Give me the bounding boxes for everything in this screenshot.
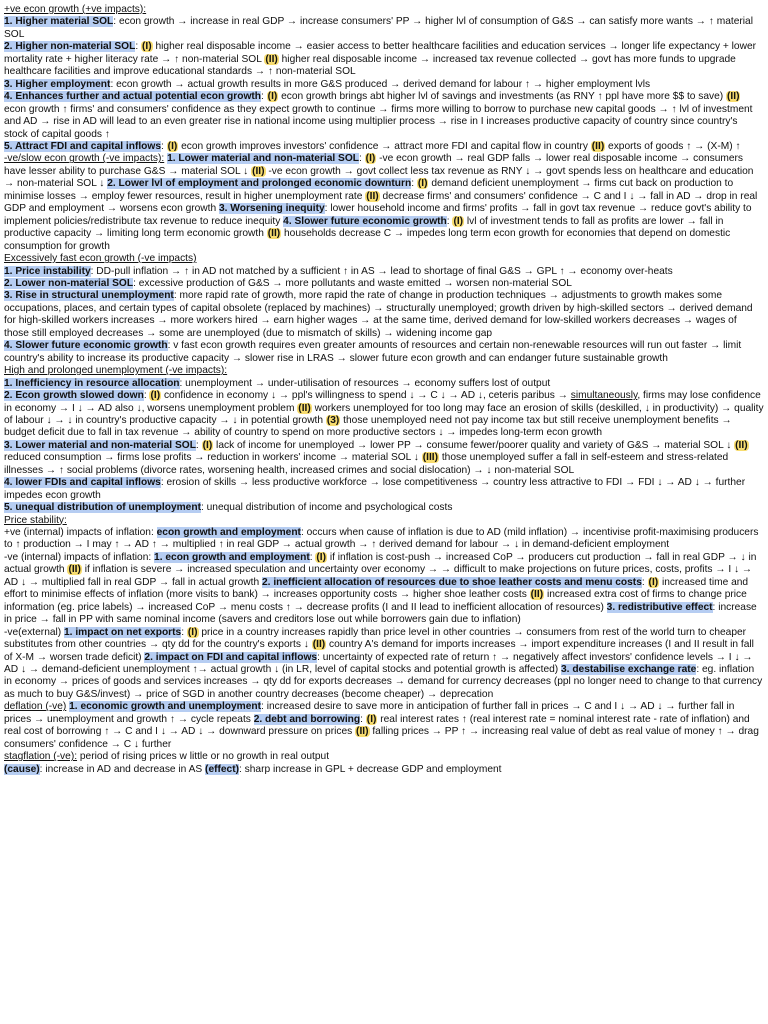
body-text: higher real disposable income → increased tax revenue collected → govt has more funds to upgrade healthcare facilities and improve educational standards → ↑ non-material SOL xyxy=(4,53,736,78)
paragraph-fast-3 xyxy=(4,290,764,340)
paragraph-fast-growth-heading xyxy=(4,253,764,265)
paragraph-growth-pos-1 xyxy=(4,16,764,41)
body-text: : xyxy=(309,551,316,563)
highlighted-heading: 2. Econ growth slowed down xyxy=(4,390,144,402)
point-marker: (II) xyxy=(312,639,326,651)
highlighted-heading: 3. destabilise exchange rate xyxy=(561,664,697,676)
body-text: : increase in price → fall in PP with same nominal income (savers and creditors lose out while borrowers gain due to inflation) xyxy=(4,601,757,626)
highlighted-heading: (cause) xyxy=(4,763,40,775)
point-marker: (II) xyxy=(267,228,281,240)
body-text: exports of goods ↑ → (X-M) ↑ xyxy=(605,140,741,152)
point-marker: (I) xyxy=(453,215,464,227)
point-marker: (I) xyxy=(187,626,198,638)
body-text: : sharp increase in GPL + decrease GDP and employment xyxy=(239,763,502,775)
body-text: : excessive production of G&S → more pollutants and waste emitted → worsen non-material SOL xyxy=(133,277,572,289)
paragraph-inflation-negative-external xyxy=(4,627,764,702)
body-text: : xyxy=(641,576,648,588)
body-text: : lower household income and firms' profits → fall in govt tax revenue → reduce govt's ability to implement policies/redistribute tax revenue to reduce inequity xyxy=(4,203,752,227)
point-marker: (I) xyxy=(366,713,377,725)
body-text: falling prices → PP ↑ → increasing real value of debt as real value of money ↑ → drag consumers' confidence → C ↓ further xyxy=(4,726,759,750)
point-marker: (II) xyxy=(356,726,369,738)
body-text: real interest rates ↑ (real interest rate = nominal interest rate - rate of inflation) and real cost of borrowing ↑ → C and I ↓ → AD ↓ → downward pressure on prices xyxy=(4,713,750,738)
highlighted-heading: 1. econ growth and employment xyxy=(154,551,310,563)
highlighted-heading: 1. Higher material SOL xyxy=(4,16,114,28)
paragraph-unemp-3 xyxy=(4,440,764,477)
body-text: +ve (internal) impacts of inflation: xyxy=(4,527,157,539)
body-text: demand deficient unemployment → firms cut back on production to minimise losses → employ fewer resources, result in higher unemployment rate xyxy=(4,178,734,202)
paragraph-inflation-positive xyxy=(4,527,764,552)
paragraph-inflation-negative-internal xyxy=(4,552,764,627)
point-marker: (I) xyxy=(167,140,178,152)
body-text: increased extra cost of firms to change price information (eg. price labels) → increased CoP → menu costs ↑ → decrease profits (I and II lead to inefficient allocation of resources) xyxy=(4,589,747,613)
paragraph-fast-1 xyxy=(4,266,764,278)
paragraph-growth-positive-heading xyxy=(4,4,764,16)
highlighted-heading: 5. Attract FDI and capital inflows xyxy=(4,140,161,152)
body-text: , firms may lose confidence in economy → I ↓ → AD also ↓, worsens unemployment problem xyxy=(4,390,761,414)
paragraph-unemp-1 xyxy=(4,378,764,390)
highlighted-heading: 1. economic growth and unemployment xyxy=(69,701,262,713)
paragraph-fast-2 xyxy=(4,278,764,290)
body-text: econ growth ↑ firms' and consumers' confidence as they expect growth to continue → firms more willing to borrow to purchase new capital goods → ↑ lvl of investment and AD → rise in AD will lead to an even greater rise in national income using multiplier process → rise in I increases productive capacity of country since country's stock of capital goods ↑ xyxy=(4,103,753,140)
body-text: -ve (internal) impacts of inflation: xyxy=(4,551,155,563)
body-text: : xyxy=(181,626,187,638)
body-text: country A's demand for imports increases → import expenditure increases (I and II result in fall of X-M → worsen trade deficit) xyxy=(4,639,754,663)
body-text: : unequal distribution of income and psychological costs xyxy=(200,502,453,514)
body-text: : xyxy=(143,390,150,402)
body-text: those unemployed need not pay income tax but still receive unemployment benefits → budget deficit due to fall in tax revenue → ability of country to spend on more productive sectors ↓ → impedes long-term econ growth xyxy=(4,414,732,439)
body-text: lvl of investment tends to fall as profits are lower → fall in productive capacity → limiting long term economic growth xyxy=(4,215,724,240)
body-text: -ve econ growth → govt collect less tax revenue as RNY ↓ → govt spends less on healthcare and education → non-material SOL ↓ xyxy=(4,165,754,190)
body-text: households decrease C → impedes long term econ growth for economies that depend on domestic consumption for growth xyxy=(4,228,731,252)
highlighted-heading: 1. Lower material and non-material SOL xyxy=(167,153,359,165)
body-text: higher real disposable income → easier access to better healthcare facilities and education services → longer life expectancy + lower mortality rate + higher literacy rate → ↑ non-material SOL xyxy=(4,41,757,65)
body-text: increased time and effort to minimise effects of inflation (more visits to bank) → increases opportunity costs → higher shoe leather costs xyxy=(4,576,749,601)
body-text: : increase in AD and decrease in AS xyxy=(39,763,206,775)
highlighted-heading: 3. Worsening inequity xyxy=(218,203,325,215)
body-text: lack of income for unemployed → lower PP → consume fewer/poorer quality and variety of G&S → material SOL ↓ xyxy=(213,439,735,451)
underlined-text: Excessively fast econ growth (-ve impacts) xyxy=(4,253,197,265)
paragraph-stagflation xyxy=(4,751,764,763)
body-text: : xyxy=(411,178,417,190)
highlighted-heading: 4. lower FDIs and capital inflows xyxy=(4,477,161,489)
body-text: : occurs when cause of inflation is due to AD (mild inflation) → incentivise profit-maximising producers to ↑ production → I may ↑ → AD ↑ → multiplied ↑ in real GDP → actual growth → ↑ derived demand for labour → ↓ in demand-deficient employment xyxy=(4,527,759,551)
highlighted-heading: 2. impact on FDI and capital inflows xyxy=(144,651,318,663)
underlined-text: simultaneously xyxy=(570,390,638,402)
highlighted-heading: 1. Inefficiency in resource allocation xyxy=(4,377,180,389)
paragraph-growth-negative xyxy=(4,153,764,253)
body-text: : xyxy=(261,91,267,103)
body-text: : eg. inflation in economy → prices of goods and services increases → qty dd for exports decreases → demand for currency decreases (ppl no longer need to change to that currency as much to buy G&S/invest) → price of SGD in another country decreases (become cheaper) → deprecation xyxy=(4,664,763,700)
body-text: : xyxy=(161,140,167,152)
underlined-text: -ve/slow econ growth (-ve impacts): xyxy=(4,153,165,165)
point-marker: (II) xyxy=(68,564,81,576)
point-marker: (III) xyxy=(422,452,438,464)
point-marker: (I) xyxy=(142,41,152,53)
body-text: those unemployed suffer a fall in self-esteem and stress-related illnesses → ↑ social problems (divorce rates, worsening health, increased crimes and social dislocation) → ↓ non-material SOL xyxy=(4,452,729,476)
point-marker: (II) xyxy=(265,53,278,65)
highlighted-heading: 1. Price instability xyxy=(4,265,91,277)
body-text: reduced consumption → firms lose profits → reduction in workers' income → material SOL ↓ xyxy=(4,452,422,464)
point-marker: (II) xyxy=(252,165,265,177)
highlighted-heading: 3. Lower material and non-material SOL xyxy=(4,439,196,451)
body-text: if inflation is severe → increased speculation and uncertainty over economy → → difficult to make projections on future prices, costs, profits → I ↓ → AD ↓ → multiplied fall in real GDP → fall in actual growth xyxy=(4,564,753,588)
paragraph-fast-4 xyxy=(4,340,764,365)
underlined-text: stagflation (-ve): xyxy=(4,751,78,763)
highlighted-heading: econ growth and employment xyxy=(156,527,301,539)
point-marker: (II) xyxy=(591,140,605,152)
underlined-text: High and prolonged unemployment (-ve impacts): xyxy=(4,365,228,377)
body-text: : xyxy=(135,41,142,53)
highlighted-heading: 2. debt and borrowing xyxy=(253,713,361,725)
underlined-text: Price stability: xyxy=(4,514,67,526)
body-text: : xyxy=(195,439,202,451)
paragraph-unemp-2 xyxy=(4,390,764,440)
point-marker: (I) xyxy=(417,178,428,190)
paragraph-unemp-4 xyxy=(4,477,764,502)
body-text: workers unemployed for too long may face an erosion of skills (deskilled, ↓ in productivity) → quality of labour ↓ → ↓ in country's productive capacity → ↓ in potential growth xyxy=(4,402,764,426)
body-text: econ growth brings abt higher lvl of savings and investments (as RNY ↑ ppl have more $$ to save) xyxy=(278,91,727,103)
paragraph-unemp-5 xyxy=(4,502,764,514)
body-text: : econ growth → increase in real GDP → increase consumers' PP → higher lvl of consumption of G&S → can satisfy more wants → ↑ material SOL xyxy=(4,16,753,40)
highlighted-heading: 5. unequal distribution of unemployment xyxy=(4,502,201,514)
body-text: : v fast econ growth requires even greater amounts of resources and certain non-renewable resources will run out faster → limit country's ability to increase its productive capacity → slower rise in LRAS → slower future econ growth and can endanger future sustainable growth xyxy=(4,340,742,364)
highlighted-heading: 2. Higher non-material SOL xyxy=(4,41,136,53)
paragraph-growth-pos-5 xyxy=(4,141,764,153)
paragraph-unemp-heading xyxy=(4,365,764,377)
body-text: price in a country increases rapidly than price level in other countries → consumers from rest of the world turn to cheaper substitutes from other countries → qty dd for the country's exports ↓ xyxy=(4,626,747,651)
paragraph-growth-pos-4 xyxy=(4,91,764,141)
highlighted-heading: 4. Slower future economic growth xyxy=(4,340,168,352)
body-text: : erosion of skills → less productive workforce → lose competitiveness → country less attractive to FDI → FDI ↓ → AD ↓ → further impedes econ growth xyxy=(4,477,746,501)
body-text: period of rising prices w little or no growth in real output xyxy=(77,751,330,763)
highlighted-heading: 3. Higher employment xyxy=(4,78,111,90)
point-marker: (I) xyxy=(202,439,213,451)
point-marker: (I) xyxy=(365,153,376,165)
highlighted-heading: 2. inefficient allocation of resources due to shoe leather costs and menu costs xyxy=(262,576,642,588)
point-marker: (I) xyxy=(267,91,278,103)
body-text: confidence in economy ↓ → ppl's willingness to spend ↓ → C ↓ → AD ↓, ceteris paribus → xyxy=(161,390,571,402)
underlined-text: +ve econ growth (+ve impacts): xyxy=(4,4,147,15)
point-marker: (II) xyxy=(298,402,311,414)
paragraph-growth-pos-2 xyxy=(4,41,764,78)
underlined-text: deflation (-ve) xyxy=(4,701,67,713)
body-text: : xyxy=(359,153,365,165)
highlighted-heading: 3. Rise in structural unemployment xyxy=(4,290,174,302)
paragraph-price-heading xyxy=(4,515,764,527)
paragraph-growth-pos-3 xyxy=(4,79,764,91)
point-marker: (II) xyxy=(366,190,379,202)
body-text: : econ growth → actual growth results in more G&S produced → derived demand for labour ↑ → higher employment lvls xyxy=(110,78,651,90)
point-marker: (II) xyxy=(735,439,748,451)
body-text: : xyxy=(446,215,453,227)
highlighted-heading: 4. Slower future economic growth xyxy=(283,215,447,227)
paragraph-stagflation-cause xyxy=(4,764,764,776)
body-text: -ve(external) xyxy=(4,626,65,638)
highlighted-heading: 4. Enhances further and actual potential econ growth xyxy=(4,91,261,103)
highlighted-heading: (effect) xyxy=(205,763,240,775)
body-text: : uncertainty of expected rate of return ↑ → negatively affect investors' confidence levels → I ↓ → AD ↓ → demand-deficient unemployment ↑→ actual growth ↓ (in LR, level of capital stocks and potential growth is affected) xyxy=(4,651,753,676)
body-text: decrease firms' and consumers' confidence → C and I ↓ → fall in AD → drop in real GDP and employment → worsens econ growth xyxy=(4,190,758,215)
body-text: -ve econ growth → real GDP falls → lower real disposable income → consumers have lesser ability to purchase G&S → material SOL ↓ xyxy=(4,153,744,177)
highlighted-heading: 2. Lower lvl of employment and prolonged economic downturn xyxy=(107,178,412,190)
point-marker: (I) xyxy=(150,390,161,402)
paragraph-deflation xyxy=(4,701,764,751)
point-marker: (3) xyxy=(326,414,340,426)
body-text: : xyxy=(360,713,366,725)
point-marker: (I) xyxy=(316,551,327,563)
body-text: : more rapid rate of growth, more rapid the rate of change in production techniques → adjustments to growth makes some occupations, places, and certain types of capital obsolete (replaced by machines) → structurally unemployed; growth driven by high-skilled sectors → derived demand for high-skilled workers increases → more workers hired → earn higher wages → at the same time, derived demand for low-skilled workers decreases → wages of those still employed decreases → some are unemployed (due to mismatch of skills) → widening income gap xyxy=(4,290,753,339)
point-marker: (II) xyxy=(530,589,544,601)
body-text: : increased desire to save more in anticipation of further fall in prices → C and I ↓ → AD ↓ → further fall in prices → unemployment and growth ↑ → cycle repeats xyxy=(4,701,735,725)
highlighted-heading: 3. redistributive effect xyxy=(606,601,713,613)
body-text: : unemployment → under-utilisation of resources → economy suffers lost of output xyxy=(179,377,551,389)
point-marker: (II) xyxy=(727,91,740,103)
body-text: : DD-pull inflation → ↑ in AD not matched by a sufficient ↑ in AS → lead to shortage of final G&S → GPL ↑ → economy over-heats xyxy=(90,265,673,277)
point-marker: (I) xyxy=(648,576,659,588)
body-text: econ growth improves investors' confidence → attract more FDI and capital flow in country xyxy=(178,140,591,152)
highlighted-heading: 1. impact on net exports xyxy=(64,626,182,638)
body-text: if inflation is cost-push → increased CoP → producers cut production → fall in real GDP → ↓ in actual growth xyxy=(4,551,757,576)
highlighted-heading: 2. Lower non-material SOL xyxy=(4,277,134,289)
